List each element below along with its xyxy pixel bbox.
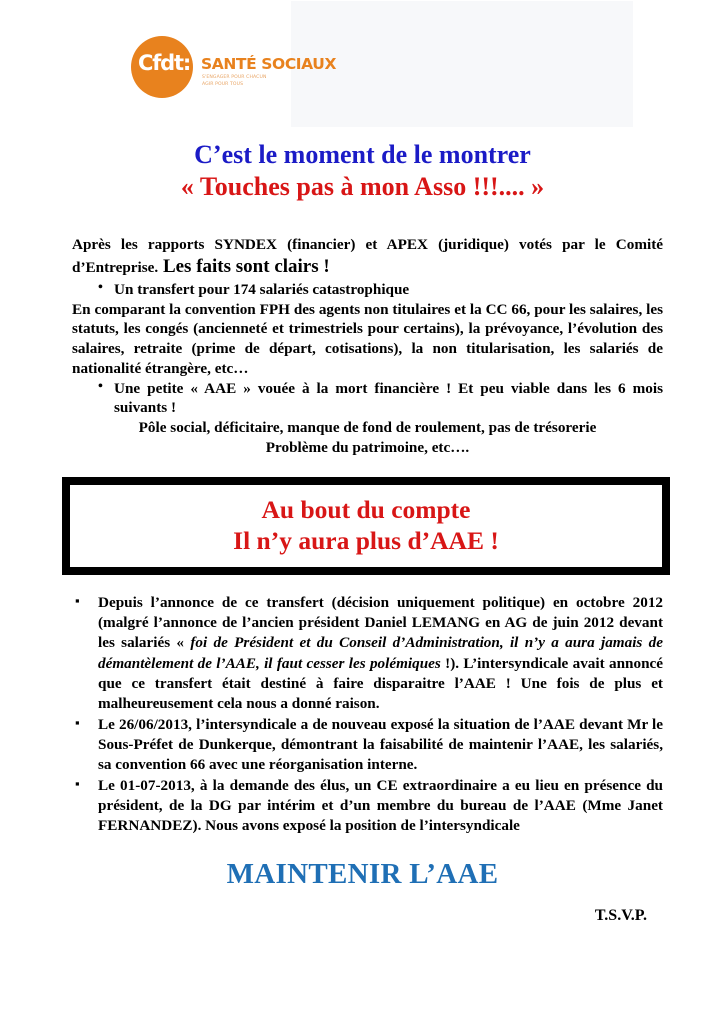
square-bullet-list (72, 593, 663, 836)
footer-tsvp-note: T.S.V.P. (594, 907, 647, 925)
bullet-text-part1: Le 26/06/2013, l’intersyndicale a de nouveau exposé la situation de l’AAE devant Mr le Sous-Préfet de Dunkerque, démontrant la faisabilité de maintenir l’AAE, les salariés, sa convention 66 avec une réorganisation interne. (98, 715, 663, 773)
comparison-paragraph: En comparant la convention FPH des agents non titulaires et la CC 66, pour les salaires, les statuts, les congés (ancienneté et trimestriels pour certains), la prévoyance, l’évolution des salaires, retraite (prime de départ, cotisations), la non titularisation, les salariés de nationalité étrangère, etc… (72, 300, 663, 377)
headline-primary: C’est le moment de le montrer (194, 140, 531, 169)
table-row (72, 593, 663, 713)
highlight-box (62, 477, 670, 576)
centered-note-line-2: Problème du patrimoine, etc…. (265, 438, 470, 456)
cfdt-logo-wordmark: Cfdt: (138, 51, 191, 75)
table-row (72, 715, 663, 775)
headline-secondary: « Touches pas à mon Asso !!!.... » (180, 171, 545, 201)
bullet-text-part2: !). L’intersyndicale avait annoncé que ce transfert était destiné à faire disparaitre l’AAE ! Une fois de plus et malheureusement cela nous a donné raison. (98, 654, 663, 712)
round-bullet-list-first (72, 280, 663, 300)
list-item: • Un transfert pour 174 salariés catastrophique (72, 280, 663, 300)
intro-paragraph (72, 235, 663, 279)
document-header (0, 0, 725, 128)
highlight-box-line-2: Il n’y aura plus d’AAE ! (233, 525, 499, 555)
table-row (72, 776, 663, 836)
list-item: • Une petite « AAE » vouée à la mort financière ! Et peu viable dans les 6 mois suivants ! (72, 379, 663, 419)
image-placeholder-box (291, 1, 633, 127)
intro-emphasis-text: Les faits sont clairs ! (158, 256, 330, 278)
footer-slogan: MAINTENIR L’AAE (226, 858, 499, 891)
cfdt-sante-sociaux-logo (131, 36, 337, 98)
headline-block (0, 139, 725, 202)
round-bullet-list-second (72, 379, 663, 419)
cfdt-logo-federation-name: SANTÉ SOCIAUX (201, 55, 337, 73)
cfdt-logo-tagline: S'ENGAGER POUR CHACUN AGIR POUR TOUS (202, 75, 267, 87)
highlight-box-line-1: Au bout du compte (261, 494, 471, 524)
intro-lead-text: Après les rapports SYNDEX (financier) et APEX (juridique) votés par le Comité d’Entreprise. (72, 236, 663, 277)
bullet-text-italic: foi de Président et du Conseil d’Administration, il n’y a aura jamais de démantèlement de l’AAE, il faut cesser les polémiques (98, 634, 663, 672)
body-content (72, 235, 663, 457)
centered-note-line-1: Pôle social, déficitaire, manque de fond de roulement, pas de trésorerie (138, 419, 597, 437)
bullet-text-part1: Depuis l’annonce de ce transfert (décision uniquement politique) en octobre 2012 (malgré l’annonce de l’ancien président Daniel LEMANG en AG de juin 2012 devant les salariés « (98, 594, 663, 652)
bullet-text-part1: Le 01-07-2013, à la demande des élus, un CE extraordinaire a eu lieu en présence du président, de la DG par intérim et d’un membre du bureau de l’AAE (Mme Janet FERNANDEZ). Nous avons exposé la position de l’intersyndicale (98, 776, 663, 835)
